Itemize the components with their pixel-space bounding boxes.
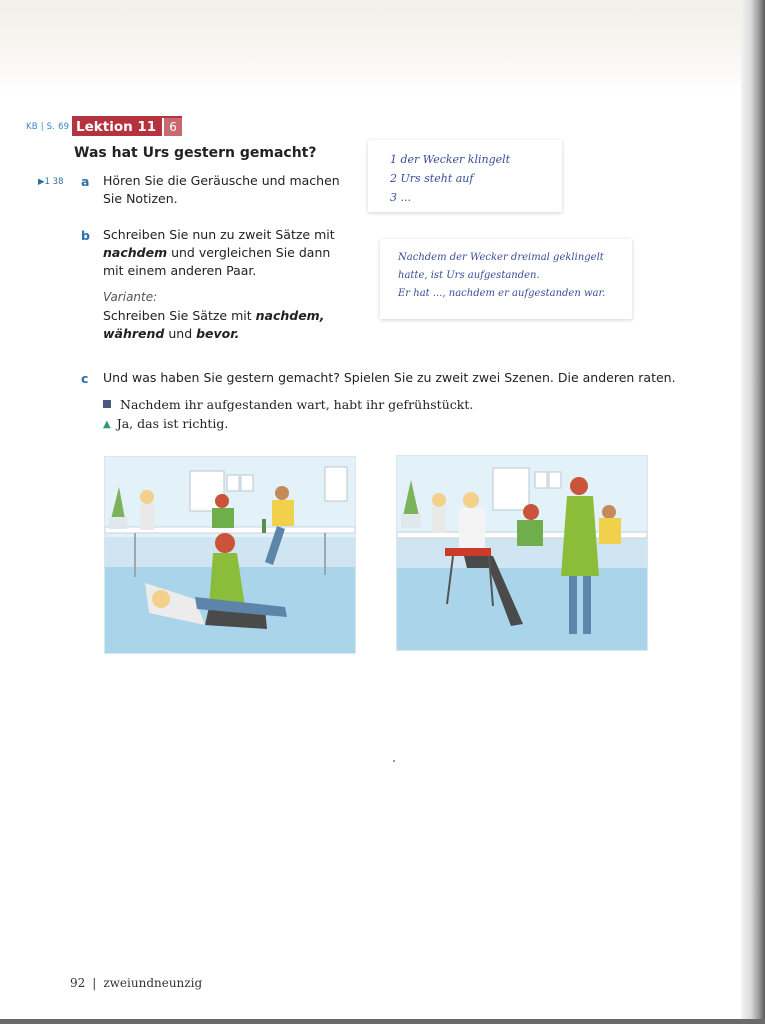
variante-line-2: während und bevor. xyxy=(103,326,240,341)
square-bullet-icon xyxy=(103,400,111,408)
task-a-letter: a xyxy=(81,174,90,189)
task-a-line-2: Sie Notizen. xyxy=(103,191,178,206)
variante-label: Variante: xyxy=(103,290,158,304)
book-spine-edge xyxy=(741,0,765,1024)
note2-line-1: Nachdem der Wecker dreimal geklingelt xyxy=(398,252,604,263)
lesson-badge xyxy=(72,116,182,136)
variante-line-1: Schreiben Sie Sätze mit nachdem, xyxy=(103,308,325,323)
handwritten-note-1 xyxy=(368,140,562,212)
note2-line-2: hatte, ist Urs aufgestanden. xyxy=(398,270,540,281)
illustration-scene-2 xyxy=(396,455,648,651)
dialog-line-2: ▲ Ja, das ist richtig. xyxy=(103,416,229,431)
note1-line-3: 3 ... xyxy=(390,191,411,204)
speck xyxy=(393,760,395,762)
keyword-bevor: bevor. xyxy=(196,326,240,341)
keyword-nachdem-2: nachdem, xyxy=(255,308,325,323)
track-number: 1 38 xyxy=(44,177,64,187)
note2-line-3: Er hat ..., nachdem er aufgestanden war. xyxy=(398,288,606,299)
top-page-shading xyxy=(0,0,742,92)
bottom-page-edge xyxy=(0,1019,765,1024)
note1-line-2: 2 Urs steht auf xyxy=(390,172,474,185)
exercise-title: Was hat Urs gestern gemacht? xyxy=(74,145,317,161)
lesson-section-number: 6 xyxy=(164,118,182,136)
task-c-text: Und was haben Sie gestern gemacht? Spielen Sie zu zweit zwei Szenen. Die anderen raten. xyxy=(103,370,676,385)
dialog-line-1: Nachdem ihr aufgestanden wart, habt ihr gefrühstückt. xyxy=(103,397,473,412)
task-a-text xyxy=(103,172,340,208)
task-b-line-3: mit einem anderen Paar. xyxy=(103,263,257,278)
keyword-nachdem: nachdem xyxy=(103,245,168,260)
lesson-label: Lektion 11 xyxy=(72,118,162,136)
audio-track-reference xyxy=(38,177,63,187)
variante-text xyxy=(103,307,324,343)
page-footer xyxy=(70,976,202,990)
footer-separator: | xyxy=(92,976,97,990)
scene-1-drawing xyxy=(105,457,355,653)
task-b-line-1: Schreiben Sie nun zu zweit Sätze mit xyxy=(103,227,335,242)
handwritten-note-2 xyxy=(380,239,632,319)
task-b-letter: b xyxy=(81,228,90,243)
page-number-word: zweiundneunzig xyxy=(103,976,203,990)
play-icon: ▶ xyxy=(38,177,45,187)
scene-2-drawing xyxy=(397,456,647,650)
task-b-line-2: nachdem und vergleichen Sie dann xyxy=(103,245,331,260)
keyword-waehrend: während xyxy=(103,326,165,341)
illustration-scene-1 xyxy=(104,456,356,654)
task-a-line-1: Hören Sie die Geräusche und machen xyxy=(103,173,340,188)
task-b-text xyxy=(103,226,335,280)
note1-line-1: 1 der Wecker klingelt xyxy=(390,153,511,166)
kb-reference: KB | S. 69 xyxy=(26,122,70,132)
page-number: 92 xyxy=(70,976,86,990)
task-c-letter: c xyxy=(81,371,89,386)
triangle-bullet-icon: ▲ xyxy=(103,419,111,430)
